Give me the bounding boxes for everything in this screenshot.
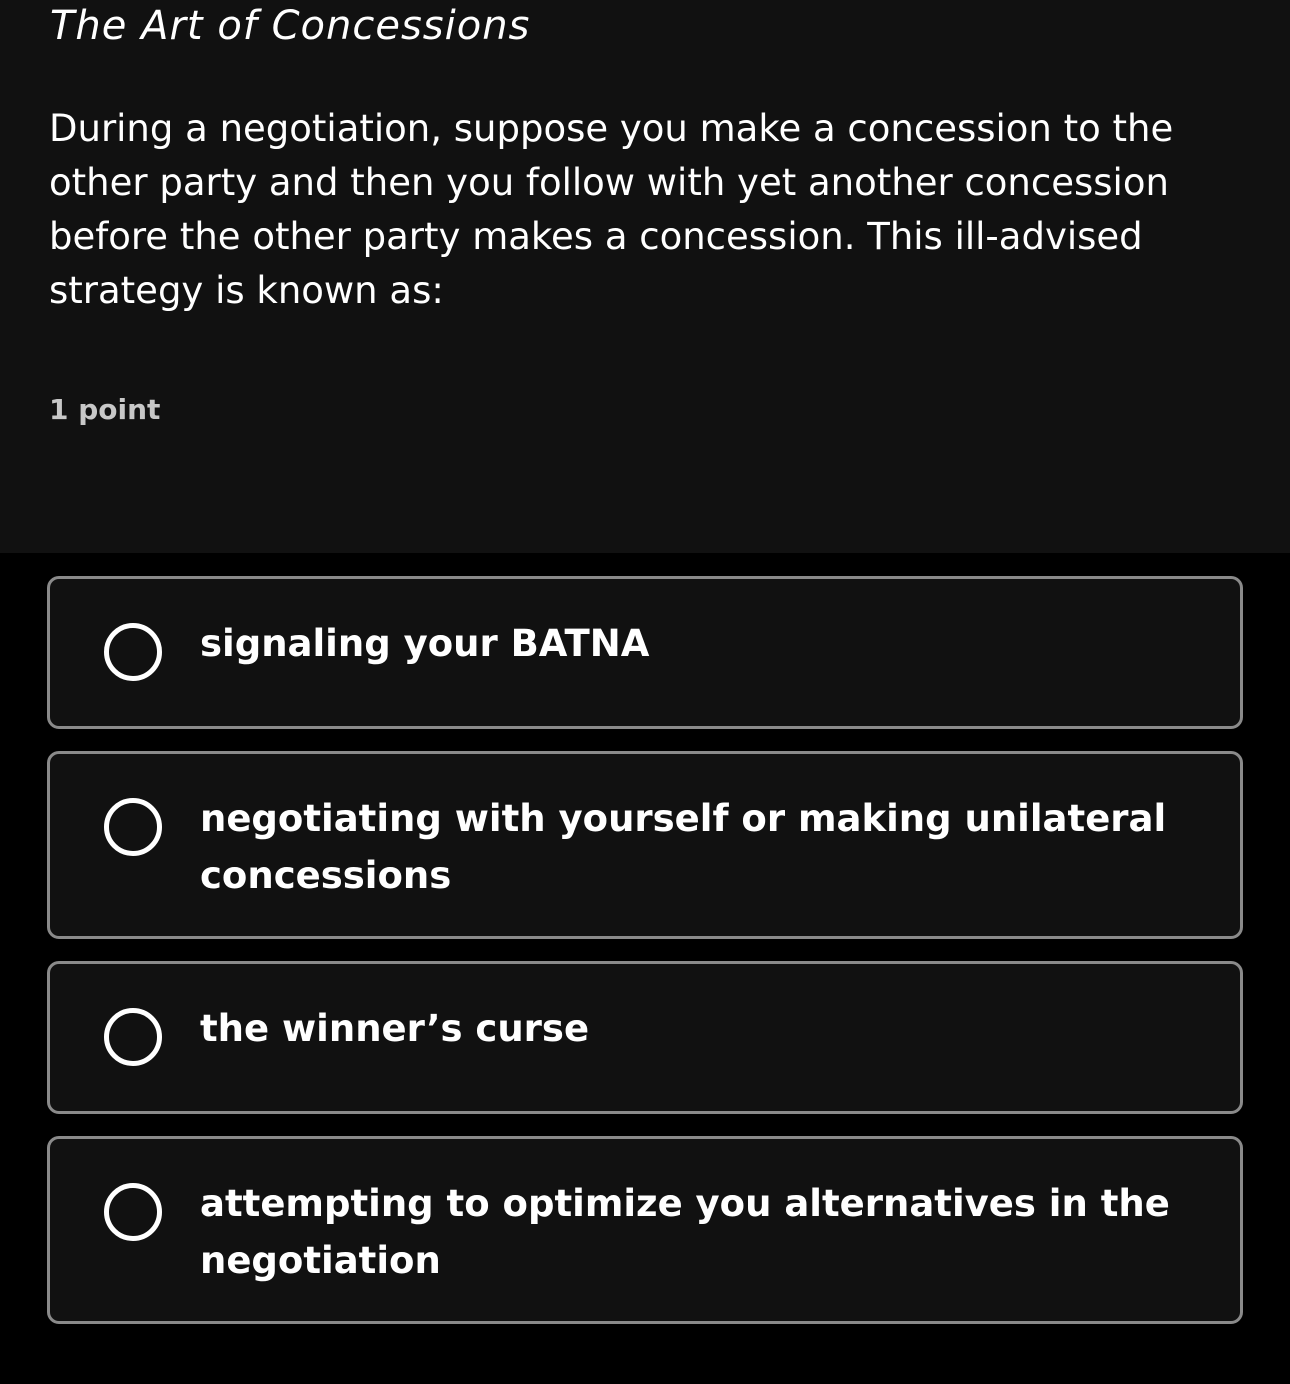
answer-option-3[interactable] bbox=[47, 961, 1243, 1114]
quiz-title: The Art of Concessions bbox=[50, 3, 531, 49]
question-text: During a negotiation, suppose you make a concession to the other party and then you follow with yet another concession before the other party makes a concession. This ill-advised strategy is known as: bbox=[49, 107, 1174, 312]
answer-option-label: negotiating with yourself or making unilateral concessions bbox=[200, 797, 1167, 897]
radio-button-icon[interactable] bbox=[104, 1183, 162, 1241]
radio-button-icon[interactable] bbox=[104, 1008, 162, 1066]
radio-button-icon[interactable] bbox=[104, 798, 162, 856]
question-panel bbox=[0, 0, 1290, 553]
points-label: 1 point bbox=[49, 393, 161, 426]
answer-option-2[interactable] bbox=[47, 751, 1243, 939]
answer-option-label: signaling your BATNA bbox=[200, 622, 650, 665]
answer-option-label: attempting to optimize you alternatives in the negotiation bbox=[200, 1182, 1170, 1282]
answer-option-1[interactable] bbox=[47, 576, 1243, 729]
answer-option-4[interactable] bbox=[47, 1136, 1243, 1324]
radio-button-icon[interactable] bbox=[104, 623, 162, 681]
answer-option-label: the winner’s curse bbox=[200, 1007, 590, 1050]
